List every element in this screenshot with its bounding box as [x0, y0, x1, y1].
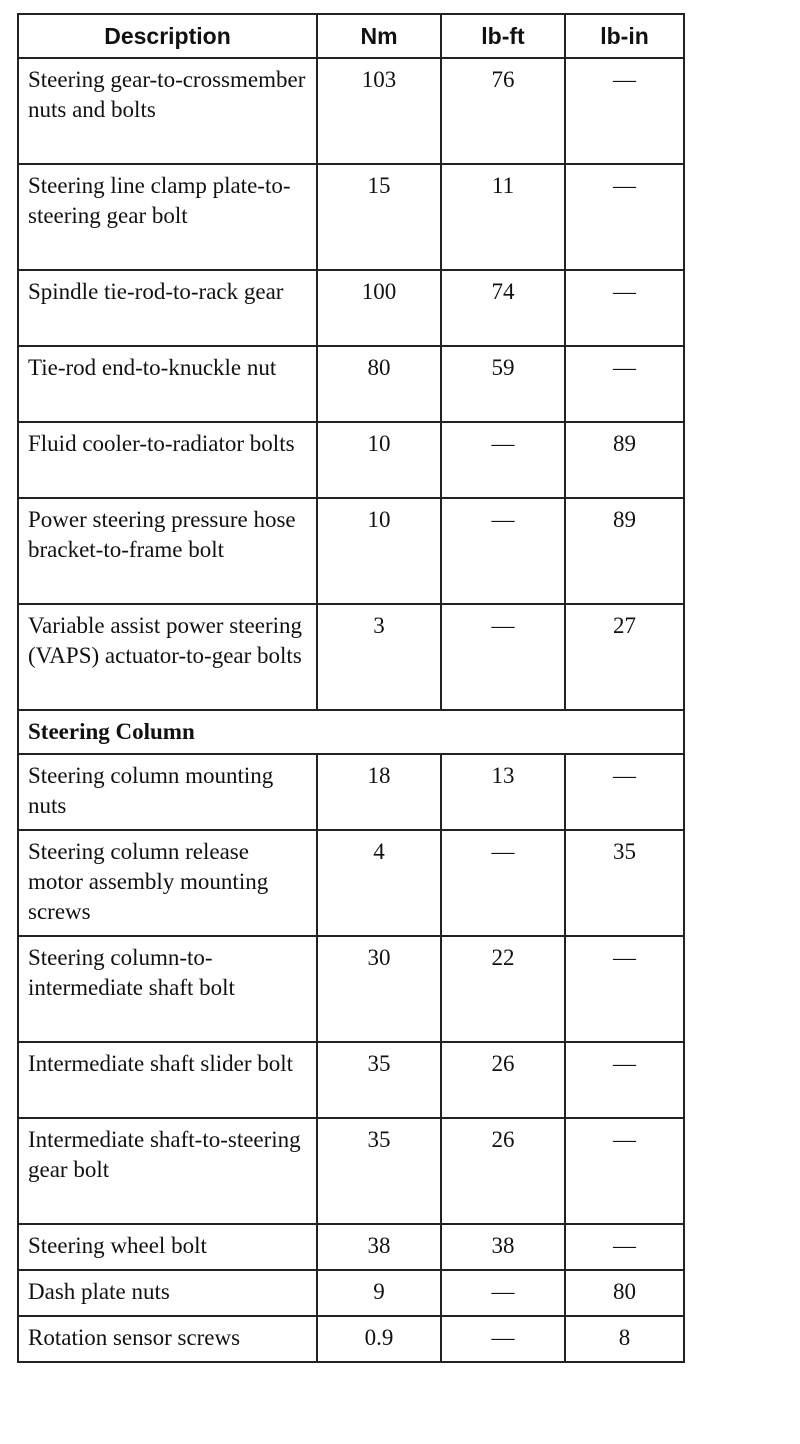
cell-lb-in: — [565, 754, 684, 830]
cell-nm: 10 [317, 422, 441, 498]
cell-description: Power steering pressure hose bracket-to-frame bolt [18, 498, 317, 604]
cell-lb-in: 89 [565, 498, 684, 604]
cell-nm: 9 [317, 1270, 441, 1316]
cell-lb-ft: 13 [441, 754, 565, 830]
cell-lb-in: — [565, 936, 684, 1042]
cell-description: Steering column release motor assembly mounting screws [18, 830, 317, 936]
cell-lb-ft: 22 [441, 936, 565, 1042]
cell-nm: 80 [317, 346, 441, 422]
cell-lb-ft: 76 [441, 58, 565, 164]
cell-description: Steering wheel bolt [18, 1224, 317, 1270]
table-row [18, 604, 684, 710]
cell-nm: 35 [317, 1118, 441, 1224]
cell-nm: 35 [317, 1042, 441, 1118]
table-row [18, 1270, 684, 1316]
cell-lb-ft: 11 [441, 164, 565, 270]
cell-lb-in: 89 [565, 422, 684, 498]
cell-lb-in: — [565, 1224, 684, 1270]
cell-lb-in: 35 [565, 830, 684, 936]
cell-description: Fluid cooler-to-radiator bolts [18, 422, 317, 498]
cell-nm: 100 [317, 270, 441, 346]
header-lb-in: lb-in [565, 14, 684, 58]
cell-description: Variable assist power steering (VAPS) actuator-to-gear bolts [18, 604, 317, 710]
table-row [18, 164, 684, 270]
section-title: Steering Column [18, 710, 684, 754]
cell-lb-ft: — [441, 422, 565, 498]
table-row [18, 1118, 684, 1224]
cell-nm: 38 [317, 1224, 441, 1270]
cell-lb-ft: 26 [441, 1042, 565, 1118]
table-body [18, 58, 684, 1362]
cell-nm: 0.9 [317, 1316, 441, 1362]
cell-nm: 15 [317, 164, 441, 270]
cell-lb-ft: — [441, 1270, 565, 1316]
cell-nm: 18 [317, 754, 441, 830]
table-row [18, 58, 684, 164]
header-description: Description [18, 14, 317, 58]
cell-lb-in: — [565, 58, 684, 164]
table-row [18, 1042, 684, 1118]
header-lb-ft: lb-ft [441, 14, 565, 58]
header-nm: Nm [317, 14, 441, 58]
cell-lb-ft: — [441, 498, 565, 604]
cell-description: Steering column mounting nuts [18, 754, 317, 830]
cell-lb-ft: — [441, 604, 565, 710]
table-row [18, 830, 684, 936]
cell-lb-in: — [565, 1042, 684, 1118]
section-header-row [18, 710, 684, 754]
table-row [18, 422, 684, 498]
cell-description: Steering line clamp plate-to-steering gear bolt [18, 164, 317, 270]
cell-lb-ft: 59 [441, 346, 565, 422]
cell-lb-ft: 26 [441, 1118, 565, 1224]
cell-description: Intermediate shaft-to-steering gear bolt [18, 1118, 317, 1224]
cell-lb-in: 80 [565, 1270, 684, 1316]
cell-lb-in: — [565, 270, 684, 346]
cell-nm: 103 [317, 58, 441, 164]
table-row [18, 1316, 684, 1362]
cell-lb-in: — [565, 164, 684, 270]
cell-nm: 30 [317, 936, 441, 1042]
table-row [18, 754, 684, 830]
table-header [18, 14, 684, 58]
table-row [18, 936, 684, 1042]
table-row [18, 346, 684, 422]
cell-description: Intermediate shaft slider bolt [18, 1042, 317, 1118]
header-row [18, 14, 684, 58]
cell-description: Spindle tie-rod-to-rack gear [18, 270, 317, 346]
cell-lb-in: 27 [565, 604, 684, 710]
cell-nm: 10 [317, 498, 441, 604]
cell-description: Steering gear-to-crossmember nuts and bolts [18, 58, 317, 164]
cell-description: Rotation sensor screws [18, 1316, 317, 1362]
cell-lb-ft: — [441, 830, 565, 936]
cell-lb-ft: — [441, 1316, 565, 1362]
cell-lb-in: 8 [565, 1316, 684, 1362]
cell-nm: 4 [317, 830, 441, 936]
cell-lb-in: — [565, 346, 684, 422]
cell-nm: 3 [317, 604, 441, 710]
table-row [18, 1224, 684, 1270]
table-row [18, 498, 684, 604]
table-row [18, 270, 684, 346]
cell-lb-ft: 38 [441, 1224, 565, 1270]
torque-spec-table [17, 13, 685, 1363]
cell-lb-in: — [565, 1118, 684, 1224]
cell-description: Tie-rod end-to-knuckle nut [18, 346, 317, 422]
cell-description: Dash plate nuts [18, 1270, 317, 1316]
cell-description: Steering column-to-intermediate shaft bolt [18, 936, 317, 1042]
cell-lb-ft: 74 [441, 270, 565, 346]
